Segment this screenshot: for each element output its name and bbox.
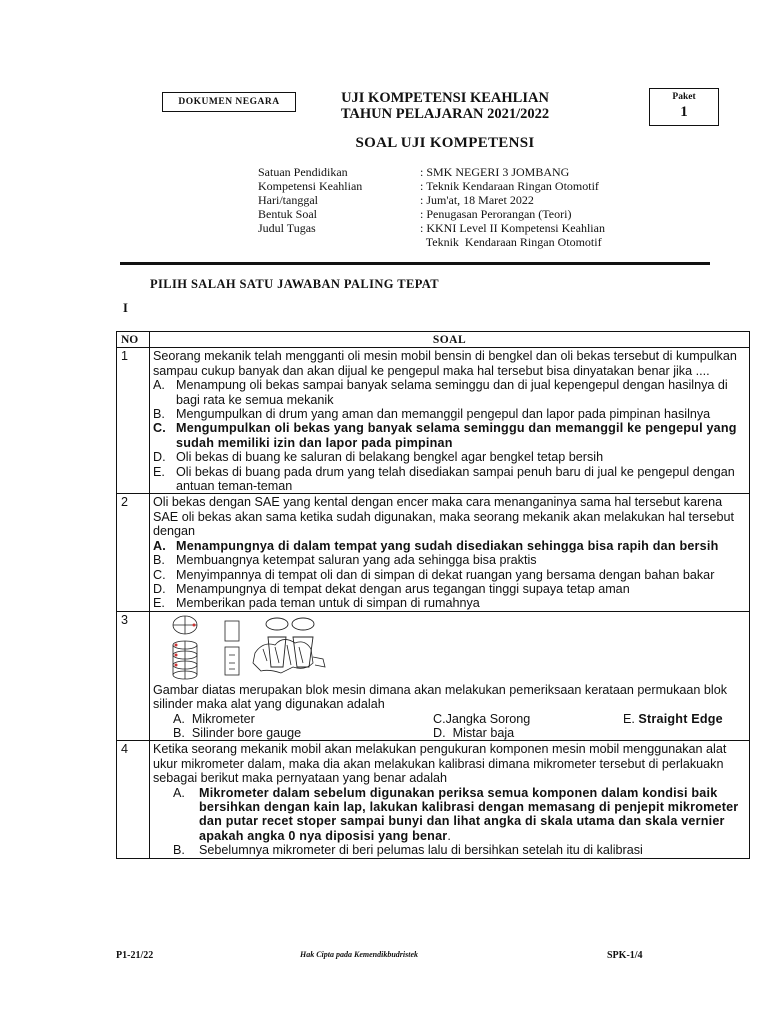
question-cell — [150, 741, 750, 858]
option-a: A. Mikrometer — [173, 711, 255, 726]
option-letter: C. — [153, 567, 166, 582]
option — [153, 596, 746, 610]
option-text: Mengumpulkan di drum yang aman dan memanggil pengepul dan lapor pada pimpinan hasilnya — [176, 407, 711, 422]
option-row — [153, 726, 746, 740]
option — [153, 465, 746, 494]
option-letter: D. — [153, 581, 166, 596]
option-letter: E. — [153, 464, 165, 479]
option-text: Sebelumnya mikrometer di beri pelumas lalu di bersihkan setelah itu di kalibrasi — [199, 843, 643, 858]
option-d: D. Mistar baja — [433, 725, 515, 740]
question-stem: Oli bekas dengan SAE yang kental dengan encer maka cara menanganinya sama hal tersebut karena SAE oli bekas akan sama ketika sudah digunakan, maka seorang mekanik akan melakukan hal tersebut dengan — [153, 495, 735, 539]
option-correct — [153, 421, 746, 450]
question-cell — [150, 611, 750, 741]
table-row — [117, 494, 750, 611]
document-label: DOKUMEN NEGARA — [162, 92, 296, 112]
question-number: 1 — [117, 348, 150, 494]
option-letter: B. — [153, 407, 165, 422]
option-text: Menampung oli bekas sampai banyak selama seminggu dan di jual kepengepul dengan hasilnya di bagi rata ke semua mekanik — [176, 378, 728, 407]
option-letter: A. — [153, 378, 165, 393]
option-letter: E. — [623, 711, 639, 726]
question-table — [116, 331, 750, 859]
option-letter: A. — [153, 538, 166, 553]
option-b: B. Silinder bore gauge — [173, 725, 302, 740]
footer-code: P1-21/22 — [116, 950, 154, 961]
option-letter: E. — [153, 596, 165, 611]
footer-page: SPK-1/4 — [607, 950, 643, 961]
option — [153, 450, 746, 464]
engine-block-figure — [153, 613, 746, 683]
info-value: : KKNI Level II Kompetensi Keahlian — [420, 221, 605, 235]
section-number: I — [123, 301, 128, 315]
info-value: : Teknik Kendaraan Ringan Otomotif — [420, 179, 599, 193]
option — [153, 378, 746, 407]
piston-illustration — [263, 613, 323, 685]
question-stem: Seorang mekanik telah mengganti oli mesin mobil bensin di bengkel dan oli bekas tersebut di kumpulkan sampau cukup banyak dan akan dijual ke pengepul maka hal tersebut bisa dinyatakan benar jika .... — [153, 349, 737, 378]
option — [153, 553, 746, 567]
option-text: Menampungnya di dalam tempat yang sudah disediakan sehingga bisa rapih dan bersih — [176, 538, 719, 553]
table-header — [117, 332, 750, 348]
info-row — [258, 179, 605, 193]
footer-copyright: Hak Cipta pada Kemendikbudristek — [300, 950, 419, 959]
col-no-header: NO — [117, 332, 150, 348]
option — [153, 568, 746, 582]
info-key — [258, 235, 420, 249]
option-e — [623, 712, 746, 726]
info-row — [258, 207, 605, 221]
table-row — [117, 348, 750, 494]
option-c: C.Jangka Sorong — [433, 711, 531, 726]
option-text: Memberikan pada teman untuk di simpan di rumahnya — [176, 596, 480, 611]
info-row — [258, 221, 605, 235]
info-key: Satuan Pendidikan — [258, 165, 348, 179]
option-text: Menampungnya di tempat dekat dengan arus tegangan tinggi supaya tetap aman — [176, 581, 630, 596]
option-correct — [153, 539, 746, 553]
option-text-tail: . — [447, 828, 451, 843]
option — [153, 407, 746, 421]
col-soal-header: SOAL — [150, 332, 750, 348]
question-number: 4 — [117, 741, 150, 858]
option-letter: B. — [153, 553, 165, 568]
option-letter: A. — [173, 785, 185, 800]
header-divider — [120, 262, 710, 265]
info-value: Teknik Kendaraan Ringan Otomotif — [420, 235, 602, 249]
instruction: PILIH SALAH SATU JAWABAN PALING TEPAT — [150, 277, 440, 291]
table-row — [117, 611, 750, 741]
option-correct — [153, 786, 746, 844]
option — [153, 582, 746, 596]
option-text: Oli bekas di buang ke saluran di belakang bengkel agar bengkel tetap bersih — [176, 450, 604, 465]
option-text: Mikrometer dalam sebelum digunakan periksa semua komponen dalam kondisi baik bersihkan dengan kain lap, lakukan kalibrasi dengan memasang di penjepit mikrometer dan putar recet stoper sampai bunyi dan lihat angka di skala utama dan skala vernier apakah angka 0 nya diposisi yang benar — [199, 785, 739, 843]
info-block — [258, 165, 605, 249]
option-text-correct: Straight Edge — [638, 711, 723, 726]
info-row — [258, 193, 605, 207]
question-number: 2 — [117, 494, 150, 611]
info-key: Hari/tanggal — [258, 193, 318, 207]
info-row — [258, 165, 605, 179]
info-value: : SMK NEGERI 3 JOMBANG — [420, 165, 570, 179]
option-letter: D. — [153, 450, 166, 465]
soal-title: SOAL UJI KOMPETENSI — [355, 135, 535, 151]
paket-label: Paket — [672, 92, 696, 102]
option-text: Menyimpannya di tempat oli dan di simpan di dekat ruangan yang bersama dengan bahan bakar — [176, 567, 715, 582]
option-row — [153, 712, 746, 726]
option — [153, 843, 746, 857]
exam-title: UJI KOMPETENSI KEAHLIAN — [341, 90, 549, 106]
option-text: Mengumpulkan oli bekas yang banyak selama seminggu dan memanggil ke pengepul yang sudah memiliki izin dan lapor pada pimpinan — [176, 421, 737, 450]
academic-year: TAHUN PELAJARAN 2021/2022 — [340, 106, 550, 122]
info-key: Kompetensi Keahlian — [258, 179, 363, 193]
paket-box — [649, 88, 719, 126]
option-letter: B. — [173, 843, 185, 858]
info-value: : Jum'at, 18 Maret 2022 — [420, 193, 534, 207]
info-key: Judul Tugas — [258, 221, 316, 235]
question-stem: Gambar diatas merupakan blok mesin dimana akan melakukan pemeriksaan kerataan permukaan blok silinder maka alat yang digunakan adalah — [153, 682, 728, 712]
question-number: 3 — [117, 611, 150, 741]
info-value: : Penugasan Perorangan (Teori) — [420, 207, 572, 221]
info-row — [258, 235, 605, 249]
option-text: Membuangnya ketempat saluran yang ada sehingga bisa praktis — [176, 553, 537, 568]
option-letter: C. — [153, 421, 166, 436]
question-cell — [150, 494, 750, 611]
option-text: Oli bekas di buang pada drum yang telah disediakan sampai penuh baru di jual ke pengepul dengan antuan teman-teman — [176, 464, 735, 494]
table-row — [117, 741, 750, 858]
question-cell — [150, 348, 750, 494]
paket-number: 1 — [680, 104, 688, 120]
question-stem: Ketika seorang mekanik mobil akan melakukan pengukuran komponen mesin mobil menggunakan alat ukur mikrometer dalam, maka dia akan melakukan kalibrasi dimana mikrometer tersebut di perlakuakn sebagai berikut maka pernyataan yang benar adalah — [153, 742, 727, 786]
info-key: Bentuk Soal — [258, 207, 317, 221]
